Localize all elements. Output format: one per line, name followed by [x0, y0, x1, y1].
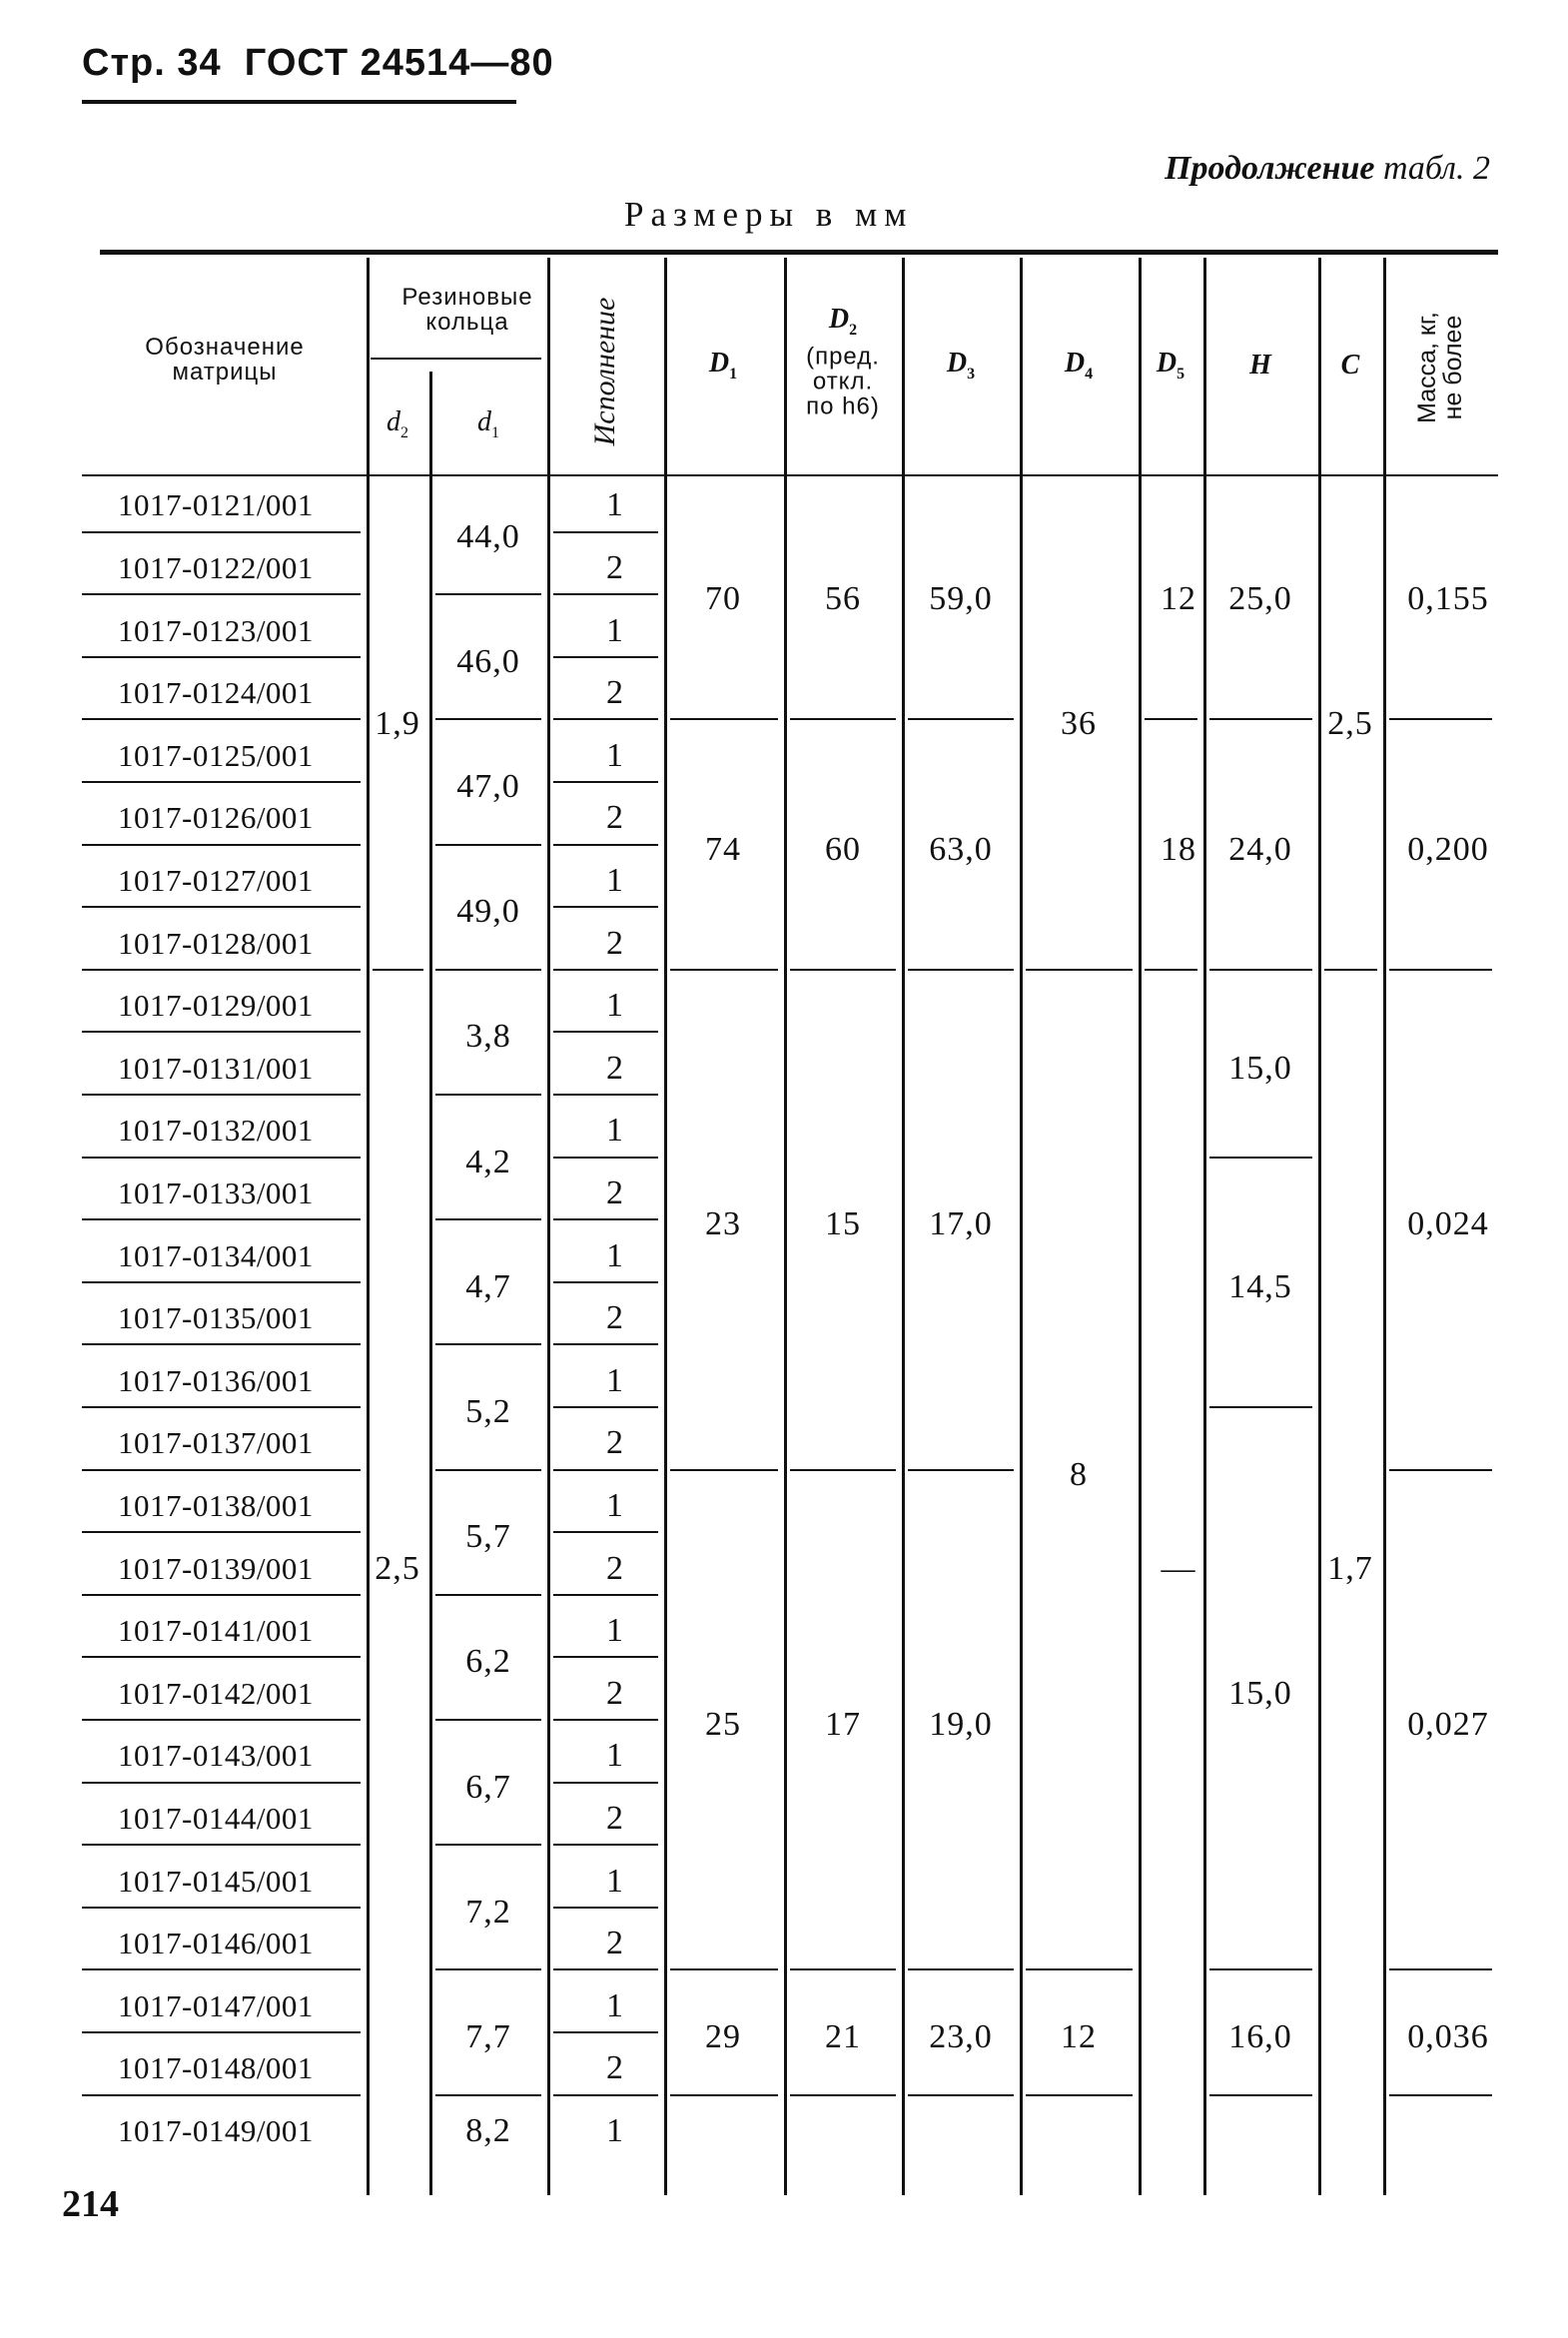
execution-cell: 1: [606, 1112, 624, 1150]
execution-cell: 2: [606, 799, 624, 837]
group-rule: [435, 1343, 541, 1345]
d1-cell: 5,2: [465, 1393, 511, 1430]
group-rule: [435, 1218, 541, 1220]
D5-cell: 12: [1161, 580, 1196, 618]
designation-cell: 1017-0127/001: [118, 862, 314, 898]
execution-cell: 2: [606, 1925, 624, 1962]
designation-cell: 1017-0146/001: [118, 1926, 314, 1961]
group-rule: [1209, 2094, 1312, 2096]
group-rule: [1324, 969, 1377, 971]
row-rule: [553, 1469, 658, 1471]
page-number: 214: [62, 2183, 119, 2225]
group-rule: [435, 1594, 541, 1596]
designation-cell: 1017-0132/001: [118, 1113, 314, 1149]
row-rule: [82, 718, 361, 720]
execution-cell: 2: [606, 548, 624, 586]
column-rule-D4: [1020, 258, 1023, 2195]
row-rule: [553, 593, 658, 595]
row-rule: [82, 1281, 361, 1283]
row-rule: [82, 781, 361, 783]
execution-cell: 2: [606, 1049, 624, 1087]
row-rule: [553, 1218, 658, 1220]
D4-cell: 12: [1061, 2018, 1097, 2055]
group-rule: [1026, 2094, 1133, 2096]
mass-cell: 0,155: [1407, 580, 1489, 618]
row-rule: [553, 1844, 658, 1846]
row-rule: [82, 656, 361, 658]
row-rule: [553, 969, 658, 971]
d1-cell: 4,7: [465, 1267, 511, 1305]
D2-cell: 56: [825, 580, 861, 618]
row-rule: [82, 1719, 361, 1721]
table-continuation-label: Продолжение табл. 2: [1165, 150, 1490, 187]
D5-cell: —: [1161, 1549, 1196, 1587]
d2-cell: 1,9: [375, 705, 420, 743]
designation-cell: 1017-0139/001: [118, 1550, 314, 1586]
designation-cell: 1017-0134/001: [118, 1237, 314, 1273]
d1-cell: 5,7: [465, 1518, 511, 1556]
group-rule: [790, 1469, 896, 1471]
row-rule: [82, 2094, 361, 2096]
execution-cell: 1: [606, 486, 624, 524]
designation-cell: 1017-0121/001: [118, 487, 314, 523]
D3-cell: 63,0: [929, 830, 993, 868]
row-rule: [553, 2094, 658, 2096]
group-rule: [908, 1968, 1014, 1970]
H-cell: 16,0: [1228, 2018, 1292, 2055]
group-rule: [670, 1469, 778, 1471]
row-rule: [82, 1031, 361, 1033]
designation-cell: 1017-0145/001: [118, 1863, 314, 1899]
row-rule: [82, 1218, 361, 1220]
group-rule: [435, 969, 541, 971]
group-rule: [1145, 969, 1197, 971]
H-cell: 14,5: [1228, 1267, 1292, 1305]
row-rule: [553, 781, 658, 783]
d1-cell: 44,0: [456, 517, 520, 555]
execution-cell: 1: [606, 1612, 624, 1650]
execution-cell: 2: [606, 1173, 624, 1211]
D1-cell: 25: [705, 1706, 741, 1743]
group-rule: [435, 1719, 541, 1721]
designation-cell: 1017-0138/001: [118, 1487, 314, 1523]
designation-cell: 1017-0142/001: [118, 1675, 314, 1711]
group-rule: [670, 718, 778, 720]
group-rule: [1209, 1968, 1312, 1970]
column-rule-D5: [1139, 258, 1142, 2195]
mass-cell: 0,200: [1407, 830, 1489, 868]
column-rule-d2: [367, 258, 370, 2195]
row-rule: [82, 1094, 361, 1096]
row-rule: [82, 969, 361, 971]
execution-cell: 1: [606, 1361, 624, 1399]
D4-cell: 8: [1070, 1455, 1088, 1493]
page-label: Стр. 34: [82, 42, 222, 84]
designation-cell: 1017-0135/001: [118, 1300, 314, 1336]
mass-cell: 0,027: [1407, 1706, 1489, 1743]
header-D1: $D_1$: [708, 348, 738, 383]
D1-cell: 70: [705, 580, 741, 618]
header-bottom-rule: [82, 474, 1498, 476]
D2-cell: 60: [825, 830, 861, 868]
group-rule: [790, 1968, 896, 1970]
row-rule: [553, 1594, 658, 1596]
D2-cell: 21: [825, 2018, 861, 2055]
d1-cell: 46,0: [456, 642, 520, 680]
execution-cell: 2: [606, 2049, 624, 2087]
execution-cell: 1: [606, 1737, 624, 1775]
d1-cell: 49,0: [456, 893, 520, 931]
designation-cell: 1017-0125/001: [118, 737, 314, 773]
group-rule: [435, 593, 541, 595]
execution-cell: 2: [606, 924, 624, 962]
group-rule: [790, 969, 896, 971]
designation-cell: 1017-0133/001: [118, 1174, 314, 1210]
row-rule: [553, 2031, 658, 2033]
execution-cell: 1: [606, 1986, 624, 2024]
group-rule: [435, 718, 541, 720]
group-rule: [435, 1094, 541, 1096]
page-header: [82, 42, 554, 85]
designation-cell: 1017-0124/001: [118, 675, 314, 711]
row-rule: [553, 1656, 658, 1658]
group-rule: [908, 969, 1014, 971]
execution-cell: 1: [606, 1236, 624, 1274]
C-cell: 2,5: [1327, 705, 1373, 743]
row-rule: [82, 1343, 361, 1345]
group-rule: [1209, 1157, 1312, 1159]
designation-cell: 1017-0123/001: [118, 612, 314, 648]
group-rule: [1209, 1406, 1312, 1408]
designation-cell: 1017-0126/001: [118, 800, 314, 836]
column-rule-C: [1318, 258, 1321, 2195]
H-cell: 24,0: [1228, 830, 1292, 868]
group-rule: [908, 1469, 1014, 1471]
d1-cell: 7,7: [465, 2018, 511, 2055]
group-rule: [670, 2094, 778, 2096]
group-rule: [1026, 1968, 1133, 1970]
row-rule: [82, 844, 361, 846]
group-rule: [670, 969, 778, 971]
row-rule: [553, 1968, 658, 1970]
D1-cell: 29: [705, 2018, 741, 2055]
row-rule: [553, 1719, 658, 1721]
group-rule: [670, 1968, 778, 1970]
header-C: C: [1340, 350, 1360, 381]
D5-cell: 18: [1161, 830, 1196, 868]
H-cell: 25,0: [1228, 580, 1292, 618]
designation-cell: 1017-0144/001: [118, 1800, 314, 1836]
execution-cell: 1: [606, 987, 624, 1025]
designation-cell: 1017-0122/001: [118, 549, 314, 585]
rubber-rings-rule: [371, 358, 541, 360]
header-D2: $D_2$: [828, 304, 858, 339]
row-rule: [553, 1782, 658, 1784]
row-rule: [553, 844, 658, 846]
execution-cell: 1: [606, 1862, 624, 1900]
table-top-rule: [100, 250, 1498, 255]
row-rule: [553, 1531, 658, 1533]
column-rule-d1: [429, 372, 432, 2195]
d1-cell: 7,2: [465, 1893, 511, 1931]
D2-cell: 15: [825, 1205, 861, 1243]
row-rule: [553, 906, 658, 908]
designation-cell: 1017-0137/001: [118, 1425, 314, 1461]
group-rule: [1389, 718, 1492, 720]
group-rule: [1389, 1968, 1492, 1970]
designation-cell: 1017-0128/001: [118, 925, 314, 961]
execution-cell: 1: [606, 861, 624, 899]
row-rule: [82, 593, 361, 595]
group-rule: [908, 718, 1014, 720]
designation-cell: 1017-0141/001: [118, 1613, 314, 1649]
designation-cell: 1017-0149/001: [118, 2112, 314, 2148]
row-rule: [553, 1281, 658, 1283]
header-rule: [82, 100, 516, 104]
designation-cell: 1017-0136/001: [118, 1362, 314, 1398]
header-D2-tolerance: (пред. откл. по h6): [806, 343, 880, 420]
row-rule: [553, 718, 658, 720]
header-designation: Обозначение матрицы: [145, 334, 305, 386]
row-rule: [553, 1343, 658, 1345]
group-rule: [1209, 718, 1312, 720]
group-rule: [1145, 718, 1197, 720]
row-rule: [82, 1406, 361, 1408]
execution-cell: 2: [606, 1799, 624, 1837]
row-rule: [553, 656, 658, 658]
D1-cell: 23: [705, 1205, 741, 1243]
execution-cell: 2: [606, 674, 624, 712]
row-rule: [82, 1157, 361, 1159]
units-caption: Размеры в мм: [624, 195, 914, 234]
row-rule: [82, 1656, 361, 1658]
header-execution: Исполнение: [588, 297, 621, 446]
group-rule: [1389, 2094, 1492, 2096]
row-rule: [553, 1031, 658, 1033]
group-rule: [908, 2094, 1014, 2096]
execution-cell: 2: [606, 1424, 624, 1462]
designation-cell: 1017-0148/001: [118, 2050, 314, 2086]
row-rule: [82, 2031, 361, 2033]
d1-cell: 4,2: [465, 1143, 511, 1180]
header-D4: $D_4$: [1064, 348, 1094, 383]
row-rule: [82, 906, 361, 908]
header-D5: $D_5$: [1156, 348, 1185, 383]
row-rule: [82, 1594, 361, 1596]
row-rule: [553, 1157, 658, 1159]
group-rule: [790, 718, 896, 720]
row-rule: [553, 1907, 658, 1909]
mass-cell: 0,036: [1407, 2018, 1489, 2055]
group-rule: [373, 969, 423, 971]
execution-cell: 1: [606, 2111, 624, 2149]
d1-cell: 6,7: [465, 1768, 511, 1806]
execution-cell: 2: [606, 1299, 624, 1337]
H-cell: 15,0: [1228, 1049, 1292, 1087]
header-mass: Масса, кг, не более: [1413, 312, 1467, 423]
D2-cell: 17: [825, 1706, 861, 1743]
row-rule: [82, 1782, 361, 1784]
d1-cell: 3,8: [465, 1018, 511, 1056]
header-rubber-rings: Резиновые кольца: [401, 284, 533, 336]
column-rule-D1: [664, 258, 667, 2195]
row-rule: [553, 1406, 658, 1408]
column-rule-mass: [1383, 258, 1386, 2195]
header-H: H: [1249, 350, 1271, 381]
d1-cell: 6,2: [465, 1643, 511, 1681]
mass-cell: 0,024: [1407, 1205, 1489, 1243]
group-rule: [1389, 969, 1492, 971]
column-rule-D2: [784, 258, 787, 2195]
row-rule: [82, 1907, 361, 1909]
execution-cell: 2: [606, 1674, 624, 1712]
group-rule: [435, 1469, 541, 1471]
H-cell: 15,0: [1228, 1674, 1292, 1712]
designation-cell: 1017-0147/001: [118, 1987, 314, 2023]
row-rule: [82, 1844, 361, 1846]
header-D3: $D_3$: [946, 348, 976, 383]
D3-cell: 23,0: [929, 2018, 993, 2055]
header-d2: $d_2$: [387, 406, 408, 441]
D3-cell: 17,0: [929, 1205, 993, 1243]
d2-cell: 2,5: [375, 1549, 420, 1587]
execution-cell: 1: [606, 1486, 624, 1524]
row-rule: [82, 1531, 361, 1533]
group-rule: [1209, 969, 1312, 971]
designation-cell: 1017-0129/001: [118, 988, 314, 1024]
column-rule-execution: [547, 258, 550, 2195]
D3-cell: 19,0: [929, 1706, 993, 1743]
designation-cell: 1017-0143/001: [118, 1738, 314, 1774]
execution-cell: 2: [606, 1549, 624, 1587]
group-rule: [1389, 1469, 1492, 1471]
d1-cell: 8,2: [465, 2111, 511, 2149]
D3-cell: 59,0: [929, 580, 993, 618]
column-rule-D3: [902, 258, 905, 2195]
row-rule: [553, 1094, 658, 1096]
row-rule: [82, 1968, 361, 1970]
column-rule-H: [1203, 258, 1206, 2195]
group-rule: [435, 1968, 541, 1970]
row-rule: [553, 531, 658, 533]
C-cell: 1,7: [1327, 1549, 1373, 1587]
group-rule: [1026, 969, 1133, 971]
row-rule: [82, 531, 361, 533]
D4-cell: 36: [1061, 705, 1097, 743]
group-rule: [790, 2094, 896, 2096]
standard-number: ГОСТ 24514—80: [244, 42, 554, 84]
execution-cell: 1: [606, 736, 624, 774]
D1-cell: 74: [705, 830, 741, 868]
row-rule: [82, 1469, 361, 1471]
group-rule: [435, 844, 541, 846]
group-rule: [435, 2094, 541, 2096]
header-d1: $d_1$: [477, 406, 499, 441]
d1-cell: 47,0: [456, 768, 520, 805]
group-rule: [435, 1844, 541, 1846]
execution-cell: 1: [606, 611, 624, 649]
designation-cell: 1017-0131/001: [118, 1050, 314, 1086]
